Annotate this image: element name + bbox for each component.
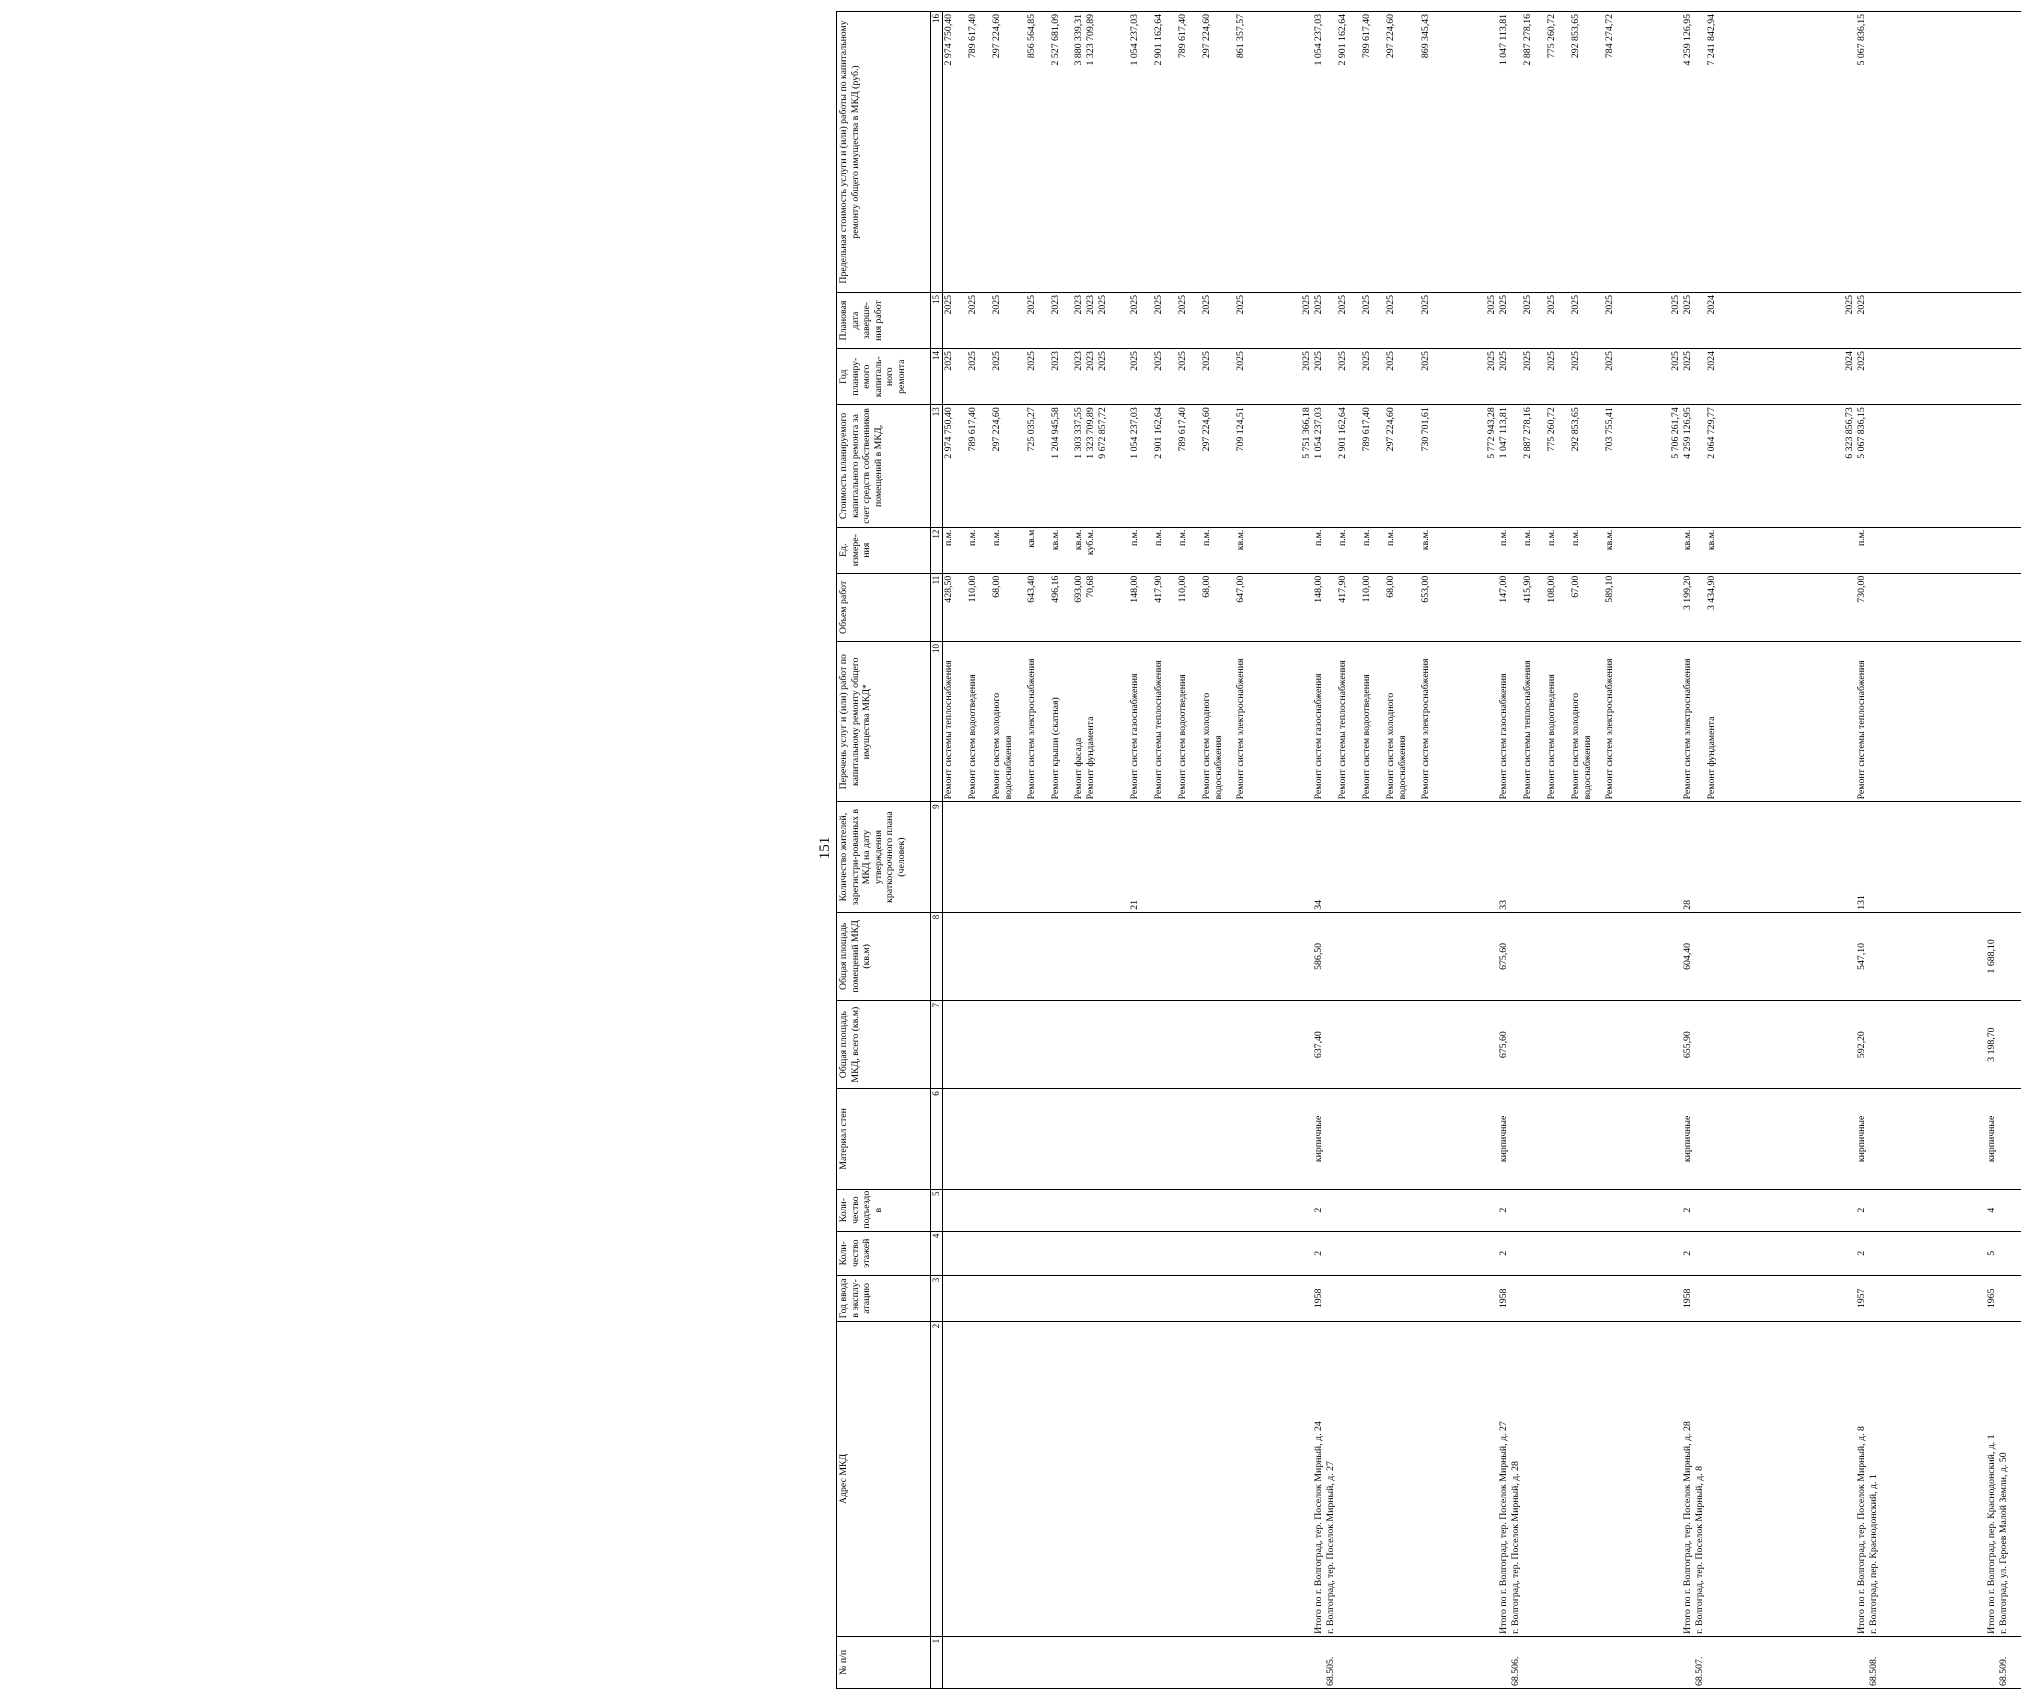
work-name: Ремонт систем газоснабжения — [1498, 673, 1509, 800]
work-volume: 589,10 — [1604, 575, 1615, 603]
plan-year: 2025 — [1153, 351, 1164, 371]
plan-year: 2023 — [1085, 351, 1096, 371]
work-unit: кв.м — [1026, 529, 1037, 548]
limit-cost: 7 241 842,94 — [1706, 14, 1717, 66]
work-volume: 110,00 — [1361, 575, 1372, 603]
col-number — [943, 1636, 2021, 1688]
wall-material: кирпичные — [1986, 1115, 1997, 1163]
work-unit: п.м. — [967, 529, 978, 546]
plan-year: 2025 — [1420, 351, 1431, 371]
plan-year: 2025 — [1682, 351, 1693, 371]
work-cost: 730 701,61 — [1420, 407, 1431, 452]
column-header: Год ввода в эксплу-атацию — [837, 1275, 931, 1321]
column-number-row — [931, 12, 943, 1689]
work-cost: 1 303 337,55 — [1073, 407, 1084, 459]
limit-cost: 2 527 681,09 — [1050, 14, 1061, 66]
limit-cost: 789 617,40 — [967, 14, 978, 59]
floors: 2 — [1498, 1250, 1509, 1256]
work-cost: 789 617,40 — [1361, 407, 1372, 452]
limit-cost: 784 274,72 — [1604, 14, 1615, 59]
entrances: 2 — [1498, 1207, 1509, 1213]
wall-material: кирпичные — [1682, 1115, 1693, 1163]
work-cost: 297 224,60 — [1201, 407, 1212, 452]
year-built: 1965 — [1986, 1288, 1997, 1309]
work-cost: 1 047 113,81 — [1498, 407, 1509, 459]
work-name: Ремонт системы теплоснабжения — [1522, 660, 1533, 800]
completion-date: 2025 — [1361, 294, 1372, 315]
column-number: 13 — [931, 405, 943, 527]
work-unit: п.м. — [1570, 529, 1581, 546]
limit-cost: 1 323 709,89 — [1085, 14, 1096, 66]
column-header: Общая площадь помещений МКД (кв.м) — [837, 912, 931, 1000]
column-number: 5 — [931, 1189, 943, 1231]
premises-area: 586,50 — [1313, 942, 1324, 970]
building-address: г. Волгоград, тер. Поселок Мирный, д. 28 — [1510, 1461, 1521, 1634]
col-cost — [943, 405, 2021, 527]
completion-date: 2024 — [1706, 294, 1717, 315]
plan-year: 2025 — [1546, 351, 1557, 371]
work-name: Ремонт фундамента — [1085, 716, 1096, 800]
work-unit: п.м. — [1177, 529, 1188, 546]
residents: 21 — [1129, 899, 1140, 910]
wall-material: кирпичные — [1856, 1115, 1867, 1163]
completion-date: 2023 — [1085, 294, 1096, 315]
limit-cost: 2 901 162,64 — [1153, 14, 1164, 66]
work-cost: 2 064 729,77 — [1706, 407, 1717, 459]
work-unit: п.м. — [1313, 529, 1324, 546]
work-volume: 643,40 — [1026, 575, 1037, 603]
building-number: 68.506. — [1510, 1656, 1521, 1686]
limit-cost: 2 901 162,64 — [1337, 14, 1348, 66]
col-address — [943, 1321, 2021, 1636]
limit-cost: 869 345,43 — [1420, 14, 1431, 59]
limit-cost: 297 224,60 — [991, 14, 1002, 59]
column-number: 1 — [931, 1636, 943, 1688]
column-header: Перечень услуг и (или) работ по капитальному ремонту общего имущества МКД* — [837, 641, 931, 801]
total-label: Итого по г. Волгоград, тер. Поселок Мирный, д. 8 — [1856, 1426, 1867, 1634]
work-volume: 3 199,20 — [1682, 575, 1693, 611]
column-number: 16 — [931, 12, 943, 293]
column-header: Год планиру-емого капиталь-ного ремонта — [837, 349, 931, 405]
completion-date: 2025 — [1486, 294, 1497, 315]
work-unit: кв.м. — [1604, 529, 1615, 551]
completion-date: 2025 — [1498, 294, 1509, 315]
plan-year: 2025 — [1522, 351, 1533, 371]
plan-year: 2024 — [1706, 351, 1717, 371]
column-number: 3 — [931, 1275, 943, 1321]
work-volume: 148,00 — [1313, 575, 1324, 603]
plan-year: 2025 — [1337, 351, 1348, 371]
completion-date: 2025 — [1201, 294, 1212, 315]
completion-date: 2025 — [1235, 294, 1246, 315]
work-cost: 709 124,51 — [1235, 407, 1246, 452]
work-cost: 1 054 237,03 — [1129, 407, 1140, 459]
column-header: Материал стен — [837, 1089, 931, 1189]
building-number: 68.507. — [1694, 1656, 1705, 1686]
residents: 131 — [1856, 895, 1867, 910]
column-header: Коли-чество подъездо в — [837, 1189, 931, 1231]
work-cost: 1 054 237,03 — [1313, 407, 1324, 459]
column-number: 7 — [931, 1001, 943, 1089]
work-cost: 297 224,60 — [991, 407, 1002, 452]
work-name: Ремонт систем электроснабжения — [1682, 658, 1693, 800]
plan-year: 2024 — [1844, 351, 1855, 371]
work-unit: п.м. — [1129, 529, 1140, 546]
total-label: Итого по г. Волгоград, тер. Поселок Мирный, д. 28 — [1682, 1421, 1693, 1634]
work-name: Ремонт системы теплоснабжения — [1337, 660, 1348, 800]
column-header: Адрес МКД — [837, 1321, 931, 1636]
col-works — [943, 641, 2021, 801]
work-unit: п.м. — [1522, 529, 1533, 546]
column-header: № п/п — [837, 1636, 931, 1688]
completion-date: 2023 — [1050, 294, 1061, 315]
completion-date: 2025 — [1856, 294, 1867, 315]
page-number: 151 — [817, 836, 833, 860]
work-cost: 703 755,41 — [1604, 407, 1615, 452]
floors: 5 — [1986, 1250, 1997, 1256]
work-name: Ремонт фасада — [1073, 737, 1084, 800]
column-number: 8 — [931, 912, 943, 1000]
work-name: Ремонт системы теплоснабжения — [1856, 660, 1867, 800]
completion-date: 2025 — [1026, 294, 1037, 315]
work-name: Ремонт систем водоотведения — [1177, 674, 1188, 800]
plan-year: 2025 — [1235, 351, 1246, 371]
plan-year: 2025 — [1385, 351, 1396, 371]
year-built: 1958 — [1313, 1288, 1324, 1309]
col-plan-year — [943, 349, 2021, 405]
column-header: Коли-чество этажей — [837, 1231, 931, 1275]
work-name: Ремонт систем холодного водоснабжения — [991, 692, 1014, 800]
completion-date: 2025 — [991, 294, 1002, 315]
work-volume: 647,00 — [1235, 575, 1246, 603]
col-year-built — [943, 1275, 2021, 1321]
plan-year: 2025 — [1361, 351, 1372, 371]
col-volume — [943, 573, 2021, 641]
work-unit: кв.м. — [1073, 529, 1084, 551]
work-unit: кв.м. — [1050, 529, 1061, 551]
premises-area: 1 688,10 — [1986, 939, 1997, 974]
plan-year: 2025 — [991, 351, 1002, 371]
work-name: Ремонт систем холодного водоснабжения — [1570, 692, 1593, 800]
total-area: 3 198,70 — [1986, 1027, 1997, 1062]
completion-date: 2025 — [1682, 294, 1693, 315]
limit-cost: 856 564,85 — [1026, 14, 1037, 59]
completion-date: 2025 — [1097, 294, 1108, 315]
work-volume: 417,90 — [1337, 575, 1348, 603]
limit-cost: 297 224,60 — [1385, 14, 1396, 59]
total-area: 637,40 — [1313, 1031, 1324, 1059]
completion-date: 2025 — [1153, 294, 1164, 315]
floors: 2 — [1313, 1250, 1324, 1256]
work-unit: п.м. — [1361, 529, 1372, 546]
work-unit: п.м. — [1337, 529, 1348, 546]
limit-cost: 1 047 113,81 — [1498, 14, 1509, 66]
work-volume: 693,00 — [1073, 575, 1084, 603]
work-volume: 67,00 — [1570, 575, 1581, 598]
work-cost: 1 204 945,58 — [1050, 407, 1061, 459]
year-built: 1958 — [1498, 1288, 1509, 1309]
column-number: 12 — [931, 527, 943, 573]
column-number: 6 — [931, 1089, 943, 1189]
total-label: Итого по г. Волгоград, тер. Поселок Мирный, д. 27 — [1498, 1421, 1509, 1634]
total-area: 675,60 — [1498, 1031, 1509, 1059]
work-volume: 730,00 — [1856, 575, 1867, 603]
total-label: Итого по г. Волгоград, тер. Поселок Мирный, д. 24 — [1313, 1421, 1324, 1634]
work-volume: 415,90 — [1522, 575, 1533, 603]
limit-cost: 5 067 836,15 — [1856, 14, 1867, 66]
limit-cost: 775 260,72 — [1546, 14, 1557, 59]
work-volume: 68,00 — [991, 575, 1002, 598]
col-total-area — [943, 1001, 2021, 1089]
work-unit: п.м. — [1153, 529, 1164, 546]
work-volume: 147,00 — [1498, 575, 1509, 603]
table-body-row — [943, 12, 2021, 1689]
limit-cost: 297 224,60 — [1201, 14, 1212, 59]
work-unit: п.м. — [1201, 529, 1212, 546]
limit-cost: 789 617,40 — [1361, 14, 1372, 59]
column-number: 11 — [931, 573, 943, 641]
entrances: 2 — [1682, 1207, 1693, 1213]
wall-material: кирпичные — [1498, 1115, 1509, 1163]
table-header-row — [837, 12, 931, 1689]
work-cost: 2 901 162,64 — [1153, 407, 1164, 459]
column-number: 10 — [931, 641, 943, 801]
col-entrances — [943, 1189, 2021, 1231]
column-number: 4 — [931, 1231, 943, 1275]
year-built: 1958 — [1682, 1288, 1693, 1309]
col-limit-cost — [943, 12, 2021, 293]
total-cost: 5 751 366,18 — [1301, 407, 1312, 459]
work-name: Ремонт систем водоотведения — [1546, 674, 1557, 800]
limit-cost: 789 617,40 — [1177, 14, 1188, 59]
work-unit: кв.м. — [1706, 529, 1717, 551]
work-unit: п.м. — [1498, 529, 1509, 546]
plan-year: 2025 — [1301, 351, 1312, 371]
work-volume: 68,00 — [1201, 575, 1212, 598]
completion-date: 2025 — [1844, 294, 1855, 315]
work-name: Ремонт систем газоснабжения — [1313, 673, 1324, 800]
column-number: 14 — [931, 349, 943, 405]
work-cost: 4 259 126,95 — [1682, 407, 1693, 459]
plan-year: 2025 — [1570, 351, 1581, 371]
work-name: Ремонт систем электроснабжения — [1026, 658, 1037, 800]
column-number: 2 — [931, 1321, 943, 1636]
building-number: 68.508. — [1868, 1656, 1879, 1686]
limit-cost: 3 880 339,31 — [1073, 14, 1084, 66]
completion-date: 2025 — [1129, 294, 1140, 315]
work-name: Ремонт систем водоотведения — [967, 674, 978, 800]
work-name: Ремонт систем водоотведения — [1361, 674, 1372, 800]
work-name: Ремонт систем электроснабжения — [1604, 658, 1615, 800]
completion-date: 2025 — [1522, 294, 1533, 315]
work-name: Ремонт фундамента — [1706, 716, 1717, 800]
limit-cost: 1 054 237,03 — [1313, 14, 1324, 66]
limit-cost: 1 054 237,03 — [1129, 14, 1140, 66]
work-name: Ремонт крыши (скатная) — [1050, 697, 1061, 800]
work-name: Ремонт систем газоснабжения — [1129, 673, 1140, 800]
limit-cost: 2 887 278,16 — [1522, 14, 1533, 66]
column-header: Предельная стоимость услуги и (или) работы по капитальному ремонту общего имущества в МКД (руб.) — [837, 12, 931, 293]
total-cost: 5 772 943,28 — [1486, 407, 1497, 459]
col-floors — [943, 1231, 2021, 1275]
plan-year: 2025 — [1670, 351, 1681, 371]
completion-date: 2025 — [1546, 294, 1557, 315]
work-cost: 775 260,72 — [1546, 407, 1557, 452]
completion-date: 2025 — [1604, 294, 1615, 315]
work-unit: кв.м. — [1682, 529, 1693, 551]
work-name: Ремонт системы теплоснабжения — [943, 660, 954, 800]
building-address: г. Волгоград, тер. Поселок Мирный, д. 8 — [1694, 1465, 1705, 1634]
work-unit: п.м. — [1385, 529, 1396, 546]
floors: 2 — [1856, 1250, 1867, 1256]
plan-year: 2025 — [1498, 351, 1509, 371]
column-header: Объем работ — [837, 573, 931, 641]
plan-year: 2025 — [967, 351, 978, 371]
plan-year: 2025 — [1201, 351, 1212, 371]
building-address: г. Волгоград, тер. Поселок Мирный, д. 27 — [1325, 1461, 1336, 1634]
work-volume: 496,16 — [1050, 575, 1061, 603]
work-name: Ремонт систем электроснабжения — [1420, 658, 1431, 800]
completion-date: 2025 — [1385, 294, 1396, 315]
column-header: Ед. измере-ния — [837, 527, 931, 573]
work-name: Ремонт систем холодного водоснабжения — [1201, 692, 1224, 800]
plan-year: 2025 — [943, 351, 954, 371]
work-cost: 2 887 278,16 — [1522, 407, 1533, 459]
work-cost: 725 035,27 — [1026, 407, 1037, 452]
entrances: 4 — [1986, 1207, 1997, 1213]
work-volume: 148,00 — [1129, 575, 1140, 603]
col-unit — [943, 527, 2021, 573]
work-cost: 789 617,40 — [1177, 407, 1188, 452]
premises-area: 675,60 — [1498, 942, 1509, 970]
floors: 2 — [1682, 1250, 1693, 1256]
work-cost: 1 323 709,89 — [1085, 407, 1096, 459]
completion-date: 2025 — [1570, 294, 1581, 315]
premises-area: 604,40 — [1682, 942, 1693, 970]
plan-year: 2025 — [1177, 351, 1188, 371]
capital-repair-table — [836, 11, 2021, 1689]
completion-date: 2025 — [1313, 294, 1324, 315]
work-name: Ремонт системы теплоснабжения — [1153, 660, 1164, 800]
work-unit: кв.м. — [1235, 529, 1246, 551]
total-cost: 5 706 261,74 — [1670, 407, 1681, 459]
col-wall-material — [943, 1089, 2021, 1189]
building-address: г. Волгоград, пер. Краснодонский, д. 1 — [1868, 1474, 1879, 1634]
column-header: Количество жителей, зарегистри-рованных в МКД на дату утверждения краткосрочного плана (человек) — [837, 802, 931, 912]
work-volume: 428,50 — [943, 575, 954, 603]
col-completion-date — [943, 292, 2021, 348]
col-premises-area — [943, 912, 2021, 1000]
building-number: 68.505. — [1325, 1656, 1336, 1686]
limit-cost: 861 357,57 — [1235, 14, 1246, 59]
building-number: 68.509. — [1998, 1656, 2009, 1686]
plan-year: 2023 — [1073, 351, 1084, 371]
work-name: Ремонт систем холодного водоснабжения — [1385, 692, 1408, 800]
plan-year: 2023 — [1050, 351, 1061, 371]
work-cost: 2 974 750,40 — [943, 407, 954, 459]
work-volume: 653,00 — [1420, 575, 1431, 603]
work-unit: п.м. — [1546, 529, 1557, 546]
work-unit: кв.м. — [1420, 529, 1431, 551]
total-label: Итого по г. Волгоград, пер. Краснодонский, д. 1 — [1986, 1434, 1997, 1634]
work-cost: 5 067 836,15 — [1856, 407, 1867, 459]
work-cost: 297 224,60 — [1385, 407, 1396, 452]
plan-year: 2025 — [1486, 351, 1497, 371]
work-cost: 2 901 162,64 — [1337, 407, 1348, 459]
work-volume: 108,00 — [1546, 575, 1557, 603]
total-area: 655,90 — [1682, 1031, 1693, 1059]
completion-date: 2025 — [1337, 294, 1348, 315]
wall-material: кирпичные — [1313, 1115, 1324, 1163]
column-number: 15 — [931, 292, 943, 348]
completion-date: 2025 — [1420, 294, 1431, 315]
plan-year: 2025 — [1604, 351, 1615, 371]
work-volume: 110,00 — [967, 575, 978, 603]
completion-date: 2025 — [1670, 294, 1681, 315]
limit-cost: 292 853,65 — [1570, 14, 1581, 59]
plan-year: 2025 — [1026, 351, 1037, 371]
completion-date: 2025 — [1301, 294, 1312, 315]
work-unit: п.м. — [943, 529, 954, 546]
building-address: г. Волгоград, ул. Героев Малой Земли, д. 50 — [1998, 1452, 2009, 1634]
completion-date: 2025 — [943, 294, 954, 315]
work-volume: 417,90 — [1153, 575, 1164, 603]
limit-cost: 2 974 750,40 — [943, 14, 954, 66]
column-header: Плановая дата заверше-ния работ — [837, 292, 931, 348]
completion-date: 2023 — [1073, 294, 1084, 315]
work-volume: 70,68 — [1085, 575, 1096, 598]
entrances: 2 — [1313, 1207, 1324, 1213]
work-volume: 68,00 — [1385, 575, 1396, 598]
work-unit: куб.м. — [1085, 529, 1096, 556]
entrances: 2 — [1856, 1207, 1867, 1213]
premises-area: 547,10 — [1856, 942, 1867, 970]
work-name: Ремонт систем электроснабжения — [1235, 658, 1246, 800]
plan-year: 2025 — [1856, 351, 1867, 371]
work-unit: п.м. — [1856, 529, 1867, 546]
work-volume: 3 434,90 — [1706, 575, 1717, 611]
column-header: Общая площадь МКД, всего (кв.м) — [837, 1001, 931, 1089]
work-unit: п.м. — [991, 529, 1002, 546]
work-cost: 789 617,40 — [967, 407, 978, 452]
work-volume: 110,00 — [1177, 575, 1188, 603]
total-cost: 9 672 857,72 — [1097, 407, 1108, 459]
work-cost: 292 853,65 — [1570, 407, 1581, 452]
year-built: 1957 — [1856, 1288, 1867, 1309]
column-header: Стоимость планируемого капитального ремонта за счет средств собственников помещений в МКД, — [837, 405, 931, 527]
column-number: 9 — [931, 802, 943, 912]
limit-cost: 4 259 126,95 — [1682, 14, 1693, 66]
total-cost: 6 323 856,73 — [1844, 407, 1855, 459]
total-area: 592,20 — [1856, 1031, 1867, 1059]
col-residents — [943, 802, 2021, 912]
residents: 28 — [1682, 899, 1693, 910]
residents: 34 — [1313, 899, 1324, 910]
plan-year: 2025 — [1129, 351, 1140, 371]
residents: 33 — [1498, 899, 1509, 910]
plan-year: 2025 — [1097, 351, 1108, 371]
completion-date: 2025 — [967, 294, 978, 315]
completion-date: 2025 — [1177, 294, 1188, 315]
plan-year: 2025 — [1313, 351, 1324, 371]
